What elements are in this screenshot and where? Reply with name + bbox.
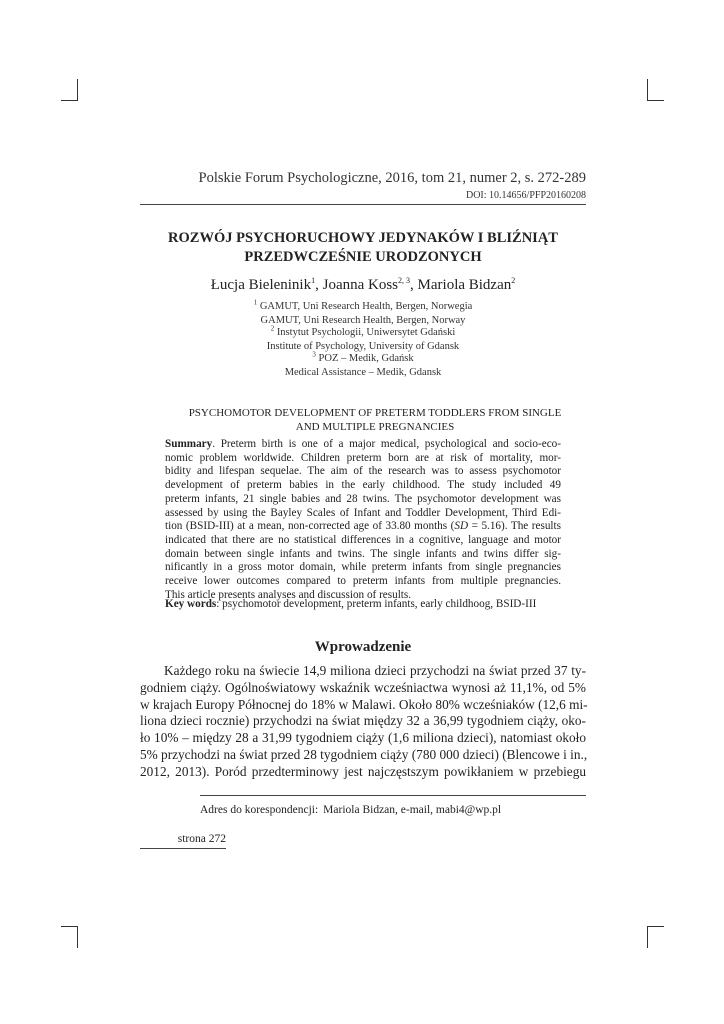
summary-text: tion (BSID-III) at a mean, non-corrected age of 33.80 months ( (165, 520, 455, 533)
affiliation-mark: 3 (312, 350, 316, 359)
author-name: Łucja Bieleninik (210, 277, 312, 293)
affiliation-mark: 1 (253, 298, 258, 307)
summary-label: Summary (165, 438, 213, 450)
section-heading: Wprowadzenie (314, 639, 412, 655)
author-affiliation-mark: 1 (311, 276, 316, 285)
summary (165, 438, 561, 602)
crop-mark-top-left-v (77, 79, 78, 101)
page-number-rule (140, 848, 226, 849)
body-line: liona dzieci rocznie) przychodzi na świat między 32 a 36,99 tygodniem ciąży, oko- (140, 713, 586, 729)
summary-sd-label: SD (454, 520, 469, 533)
article-title-pl-line2: PRZEDWCZEŚNIE URODZONYCH (244, 249, 482, 265)
author-name: Mariola Bidzan (417, 277, 512, 293)
affiliation-en: Medical Assistance – Medik, Gdansk (284, 367, 442, 378)
affiliation-pl: Instytut Psychologii, Uniwersytet Gdański (276, 327, 456, 338)
article-title-en-line1: PSYCHOMOTOR DEVELOPMENT OF PRETERM TODDLERS FROM SINGLE (188, 407, 562, 419)
affiliation-pl: GAMUT, Uni Research Health, Bergen, Norwegia (259, 301, 473, 312)
summary-line: nomic problem worldwide. Children preterm born are at risk of mortality, mor- (165, 451, 561, 464)
body-line: ło 10% – między 28 a 31,99 tygodniem ciąży (1,6 miliona dzieci), natomiast około (140, 730, 586, 746)
affiliation-2 (140, 326, 586, 354)
footnote-label: Adres do korespondencji: (200, 804, 319, 816)
body-paragraph (140, 663, 586, 781)
crop-mark-top-left-h (61, 100, 77, 101)
body-line: godniem ciąży. Ogólnoświatowy wskaźnik wcześniactwa wynosi aż 11,1%, od 5% (140, 679, 586, 695)
crop-mark-bottom-right-h (648, 926, 664, 927)
summary-text: . Preterm birth is one of a major medical, psychological and socio-eco- (212, 438, 561, 450)
affiliation-3 (140, 352, 586, 380)
affiliation-en: GAMUT, Uni Research Health, Bergen, Norway (260, 315, 466, 326)
author-list (140, 277, 586, 294)
body-line: 2012, 2013). Poród przedterminowy jest najczęstszym powikłaniem w przebiegu (140, 763, 586, 779)
summary-text: = 5.16). The results (468, 520, 561, 533)
article-title-pl (140, 229, 586, 267)
journal-citation: Polskie Forum Psychologiczne, 2016, tom 21, numer 2, s. 272-289 (198, 170, 586, 186)
article-title-en (166, 406, 584, 434)
author-separator: , (315, 277, 323, 293)
author-affiliation-mark: 2, 3 (398, 276, 411, 285)
affiliation-pl: POZ – Medik, Gdańsk (318, 353, 414, 364)
crop-mark-bottom-left-h (61, 926, 77, 927)
affiliation-mark: 2 (270, 324, 275, 333)
summary-line: assessed by using the Bayley Scales of Infant and Toddler Development, Third Edi- (165, 506, 561, 519)
summary-line: bidity and lifespan sequelae. The aim of the research was to assess psychomotor (165, 465, 561, 478)
article-title-pl-line1: ROZWÓJ PSYCHORUCHOWY JEDYNAKÓW I BLIŹNIĄT (168, 230, 558, 246)
author-name: Joanna Koss (322, 277, 399, 293)
body-line: 5% przychodzi na świat przed 28 tygodniem ciąży (780 000 dzieci) (Blencowe i in., (140, 746, 588, 762)
page-number: strona 272 (177, 833, 226, 845)
affiliation-1 (140, 300, 586, 328)
crop-mark-bottom-right-v (647, 926, 648, 948)
summary-line: indicated that there are no statistical differences in a cognitive, language and motor (165, 533, 561, 546)
summary-line: This article presents analyses and discussion of results. (165, 588, 412, 601)
summary-line: development of preterm babies in the early childhood. The study included 49 (165, 479, 561, 492)
keywords (165, 598, 585, 610)
header-rule (140, 204, 586, 205)
author-separator: , (410, 277, 418, 293)
footnote-rule (200, 795, 586, 796)
article-title-en-line2: AND MULTIPLE PREGNANCIES (295, 421, 455, 433)
summary-line: nificantly in a gross motor domain, while preterm infants from single pregnancies (165, 561, 561, 574)
summary-line: preterm infants, 21 single babies and 28 twins. The psychomotor development was (165, 492, 561, 505)
keywords-label: Key words (165, 598, 217, 610)
affiliation-en: Institute of Psychology, University of Gdansk (266, 341, 460, 352)
footnote-text: Mariola Bidzan, e-mail, mabi4@wp.pl (323, 804, 502, 816)
body-line: Każdego roku na świecie 14,9 miliona dzieci przychodzi na świat przed 37 ty- (164, 663, 586, 678)
author-affiliation-mark: 2 (511, 276, 516, 285)
keywords-text: : psychomotor development, preterm infants, early childhoog, BSID-III (216, 598, 537, 610)
doi: DOI: 10.14656/PFP20160208 (465, 190, 586, 201)
body-line: w krajach Europy Północnej do 18% w Malawi. Około 80% wcześniaków (12,6 mi- (140, 696, 588, 712)
crop-mark-top-right-h (648, 100, 664, 101)
correspondence-footnote (200, 804, 501, 816)
crop-mark-top-right-v (647, 79, 648, 101)
summary-line: receive lower outcomes compared to preterm infants from multiple pregnancies. (165, 575, 561, 588)
summary-line: domain between single infants and twins. The single infants and twins differ sig- (165, 547, 561, 560)
crop-mark-bottom-left-v (77, 926, 78, 948)
